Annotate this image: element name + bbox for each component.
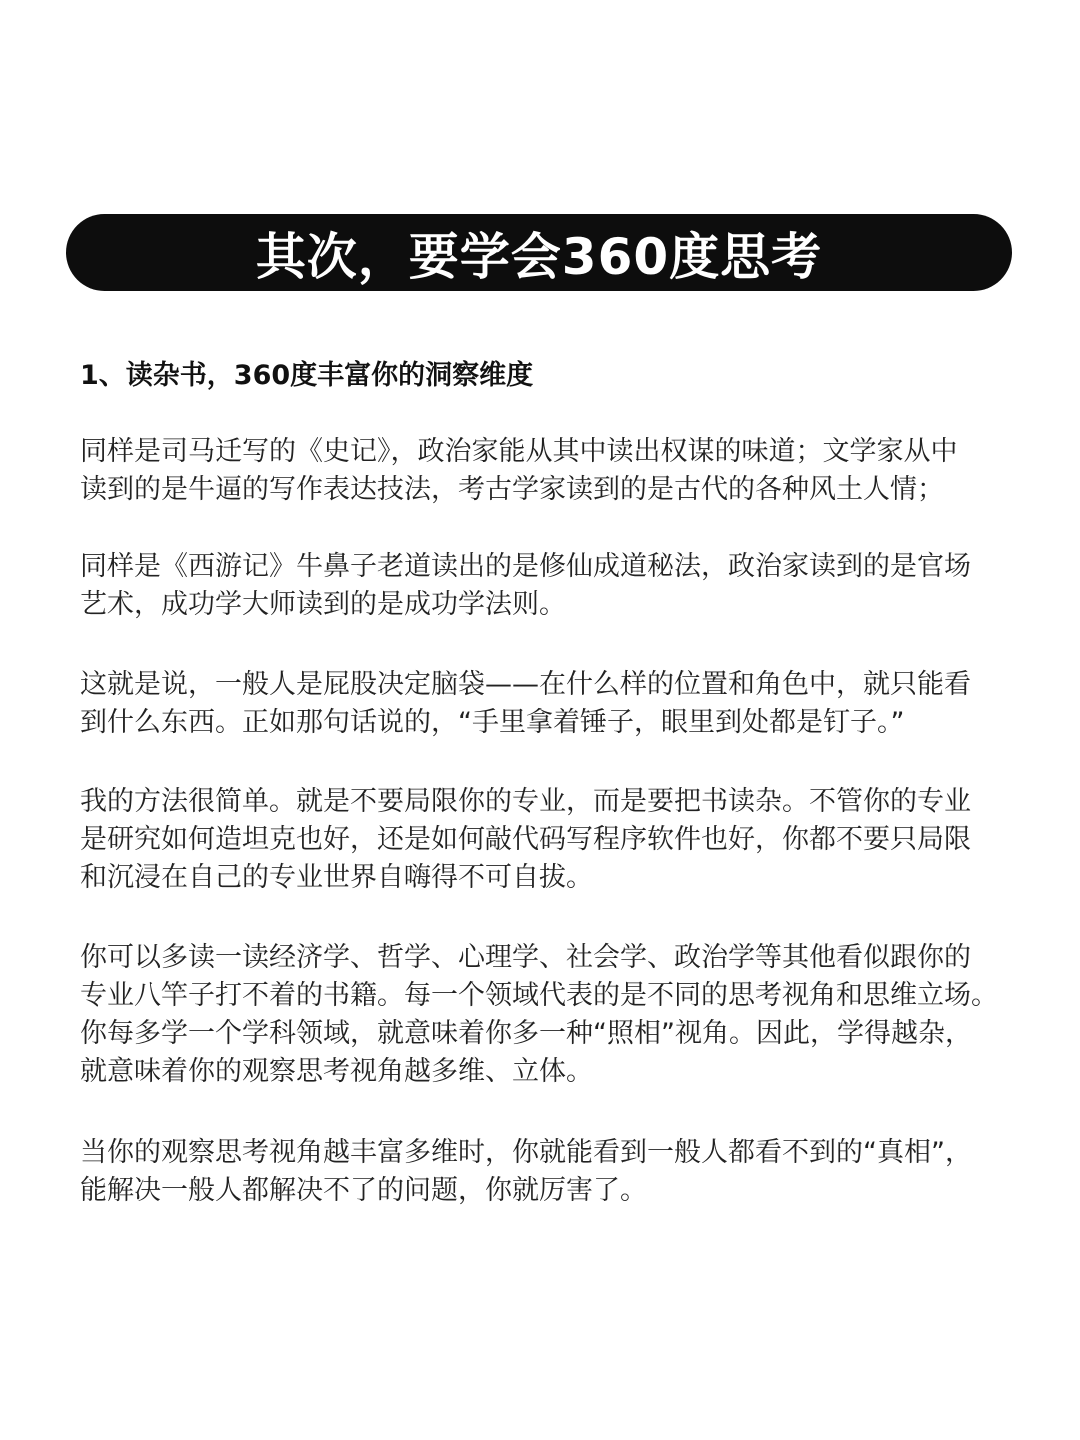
paragraph-4 [80, 783, 1010, 897]
paragraph-6 [80, 1134, 1010, 1210]
paragraph-line: 到什么东西。正如那句话说的，“手里拿着锤子，眼里到处都是钉子。” [80, 707, 905, 738]
paragraph-line: 能解决一般人都解决不了的问题，你就厉害了。 [80, 1175, 647, 1206]
paragraph-line: 当你的观察思考视角越丰富多维时，你就能看到一般人都看不到的“真相”， [80, 1137, 972, 1168]
paragraph-line: 是研究如何造坦克也好，还是如何敲代码写程序软件也好，你都不要只局限 [80, 824, 971, 855]
paragraph-line: 这就是说，一般人是屁股决定脑袋——在什么样的位置和角色中，就只能看 [80, 669, 971, 700]
paragraph-3 [80, 666, 1010, 742]
paragraph-line: 你可以多读一读经济学、哲学、心理学、社会学、政治学等其他看似跟你的 [80, 942, 971, 973]
paragraph-line: 专业八竿子打不着的书籍。每一个领域代表的是不同的思考视角和思维立场。 [80, 980, 998, 1011]
section-heading: 1、读杂书，360度丰富你的洞察维度 [80, 360, 534, 391]
paragraph-line: 同样是司马迁写的《史记》，政治家能从其中读出权谋的味道；文学家从中 [80, 436, 958, 467]
paragraph-5 [80, 939, 1010, 1091]
page-title: 其次，要学会360度思考 [255, 227, 823, 286]
paragraph-line: 艺术，成功学大师读到的是成功学法则。 [80, 589, 566, 620]
paragraph-line: 就意味着你的观察思考视角越多维、立体。 [80, 1056, 593, 1087]
paragraph-line: 读到的是牛逼的写作表达技法，考古学家读到的是古代的各种风土人情； [80, 474, 944, 505]
title-banner [66, 214, 1012, 291]
paragraph-1 [80, 433, 1010, 509]
paragraph-line: 我的方法很简单。就是不要局限你的专业，而是要把书读杂。不管你的专业 [80, 786, 971, 817]
paragraph-line: 你每多学一个学科领域，就意味着你多一种“照相”视角。因此，学得越杂， [80, 1018, 972, 1049]
paragraph-line: 同样是《西游记》牛鼻子老道读出的是修仙成道秘法，政治家读到的是官场 [80, 551, 971, 582]
paragraph-2 [80, 548, 1010, 624]
paragraph-line: 和沉浸在自己的专业世界自嗨得不可自拔。 [80, 862, 593, 893]
